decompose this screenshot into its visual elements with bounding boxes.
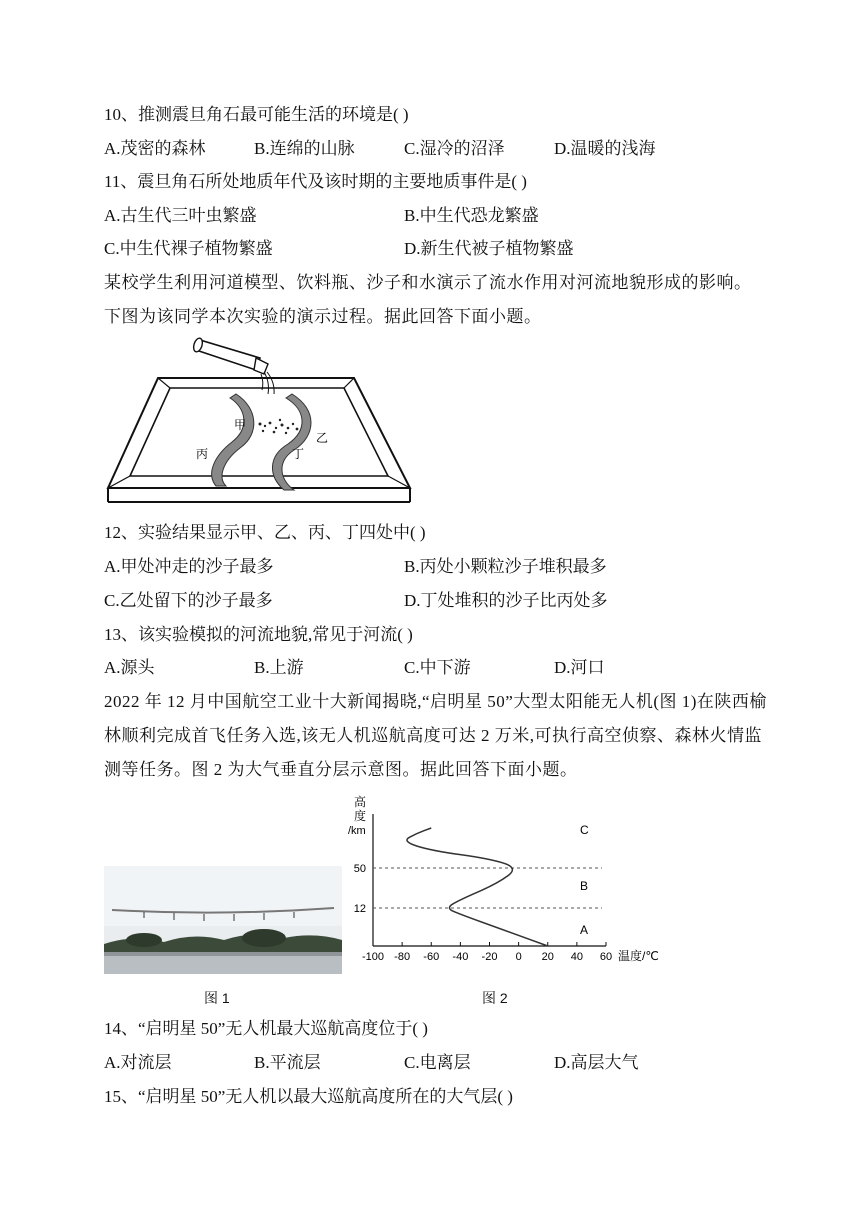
q12-stem: 12、实验结果显示甲、乙、丙、丁四处中( ) [104, 523, 426, 542]
q15-stem: 15、“启明星 50”无人机以最大巡航高度所在的大气层( ) [104, 1087, 513, 1106]
q11-option-c: C.中生代裸子植物繁盛 [104, 239, 273, 258]
q12-option-a: A.甲处冲走的沙子最多 [104, 557, 274, 576]
q12-option-c: C.乙处留下的沙子最多 [104, 591, 273, 610]
x-tick-label: -40 [452, 951, 469, 963]
q12-option-d: D.丁处堆积的沙子比丙处多 [404, 591, 608, 610]
x-axis-label: 温度/℃ [618, 949, 659, 963]
q14-option-d: D.高层大气 [554, 1053, 639, 1072]
figure2-caption: 图 2 [482, 990, 508, 1006]
q10-option-b: B.连绵的山脉 [254, 139, 355, 158]
x-tick-label: 0 [515, 951, 522, 963]
passage2-line1: 2022 年 12 月中国航空工业十大新闻揭晓,“启明星 50”大型太阳能无人机(图 1)在陕西榆 [104, 692, 767, 711]
x-tick-label: -100 [361, 951, 385, 963]
x-tick-label: -20 [481, 951, 498, 963]
label-jia: 甲 [234, 418, 247, 432]
q11-stem: 11、震旦角石所处地质年代及该时期的主要地质事件是( ) [104, 172, 527, 191]
q14-option-b: B.平流层 [254, 1053, 321, 1072]
q13-option-a: A.源头 [104, 658, 155, 677]
x-tick-label: -60 [423, 951, 440, 963]
q14-stem: 14、“启明星 50”无人机最大巡航高度位于( ) [104, 1019, 428, 1038]
x-tick-label: 40 [570, 951, 583, 963]
x-tick-label: 20 [541, 951, 554, 963]
label-ding: 丁 [292, 447, 305, 461]
layer-label-a: A [580, 923, 589, 937]
q11-option-b: B.中生代恐龙繁盛 [404, 206, 539, 225]
y-axis-label-2: 度 [354, 809, 367, 823]
x-tick-label: 60 [599, 951, 613, 963]
x-tick-label: -80 [394, 951, 411, 963]
q10-stem: 10、推测震旦角石最可能生活的环境是( ) [104, 105, 409, 124]
passage1-line2: 下图为该同学本次实验的演示过程。据此回答下面小题。 [104, 307, 542, 326]
q13-option-d: D.河口 [554, 658, 605, 677]
tray-inner [130, 388, 388, 476]
y-axis-label-1: 高 [354, 795, 367, 809]
q14-option-c: C.电离层 [404, 1053, 471, 1072]
q10-option-d: D.温暖的浅海 [554, 139, 656, 158]
q14-option-a: A.对流层 [104, 1053, 172, 1072]
drone-photo [104, 866, 342, 974]
passage2-line3: 测等任务。图 2 为大气垂直分层示意图。据此回答下面小题。 [104, 760, 578, 779]
y-tick-label: 12 [353, 903, 366, 915]
q13-stem: 13、该实验模拟的河流地貌,常见于河流( ) [104, 625, 413, 644]
atmosphere-layers-chart [340, 792, 664, 970]
q13-option-b: B.上游 [254, 658, 304, 677]
passage1-line1: 某校学生利用河道模型、饮料瓶、沙子和水演示了流水作用对河流地貌形成的影响。 [104, 273, 752, 292]
q10-option-a: A.茂密的森林 [104, 139, 206, 158]
y-axis-label-3: /km [348, 825, 366, 837]
label-bing: 丙 [196, 447, 209, 461]
layer-label-b: B [580, 879, 589, 893]
q13-option-c: C.中下游 [404, 658, 471, 677]
q11-option-a: A.古生代三叶虫繁盛 [104, 206, 257, 225]
y-tick-label: 50 [353, 863, 366, 875]
river-model-diagram [104, 336, 414, 508]
q10-option-c: C.湿冷的沼泽 [404, 139, 505, 158]
q11-option-d: D.新生代被子植物繁盛 [404, 239, 574, 258]
q12-option-b: B.丙处小颗粒沙子堆积最多 [404, 557, 607, 576]
figure1-caption: 图 1 [204, 990, 230, 1006]
layer-label-c: C [580, 823, 589, 837]
passage2-line2: 林顺利完成首飞任务入选,该无人机巡航高度可达 2 万米,可执行高空侦察、森林火情监 [104, 726, 762, 745]
temperature-curve [407, 828, 548, 946]
label-yi: 乙 [316, 431, 329, 445]
